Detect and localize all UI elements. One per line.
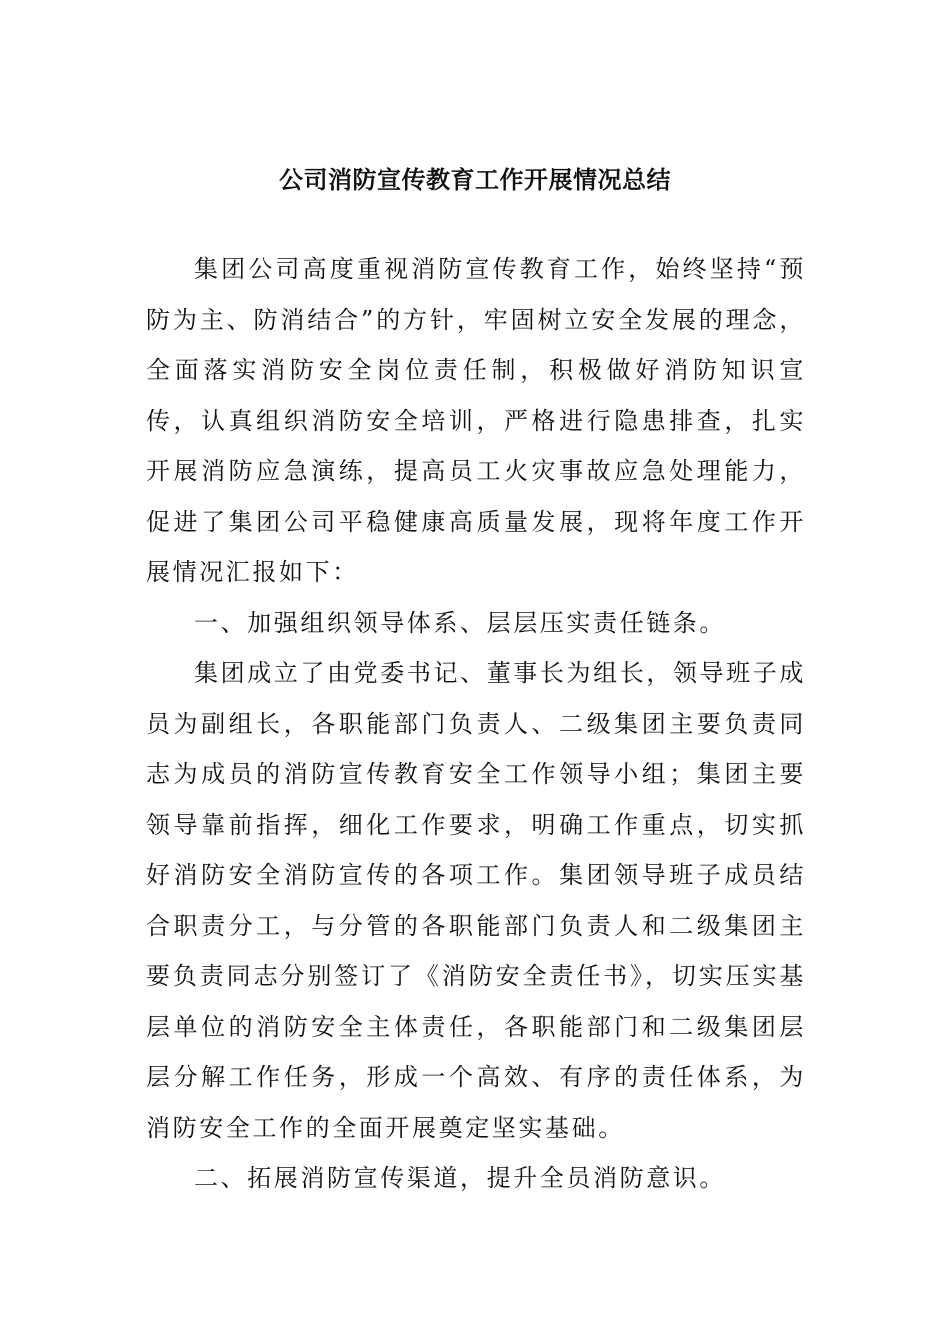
document-body (146, 244, 806, 1204)
section-heading-2: 二、拓展消防宣传渠道，提升全员消防意识。 (194, 1164, 726, 1192)
section-heading-1: 一、加强组织领导体系、层层压实责任链条。 (194, 608, 726, 637)
section-paragraph-1: 集团成立了由党委书记、董事长为组长，领导班子成员为副组长，各职能部门负责人、二级集团主要负责同志为成员的消防宣传教育安全工作领导小组；集团主要领导靠前指挥，细化工作要求，明确工作重点，切实抓好消防安全消防宣传的各项工作。集团领导班子成员结合职责分工，与分管的各职能部门负责人和二级集团主要负责同志分别签订了《消防安全责任书》，切实压实基层单位的消防安全主体责任，各职能部门和二级集团层层分解工作任务，形成一个高效、有序的责任体系，为消防安全工作的全面开展奠定坚实基础。 (146, 659, 806, 1142)
intro-paragraph: 集团公司高度重视消防宣传教育工作，始终坚持“预防为主、防消结合”的方针，牢固树立安全发展的理念，全面落实消防安全岗位责任制，积极做好消防知识宣传，认真组织消防安全培训，严格进行隐患排查，扎实开展消防应急演练，提高员工火灾事故应急处理能力，促进了集团公司平稳健康高质量发展，现将年度工作开展情况汇报如下： (146, 255, 806, 586)
document-title: 公司消防宣传教育工作开展情况总结 (279, 166, 671, 194)
